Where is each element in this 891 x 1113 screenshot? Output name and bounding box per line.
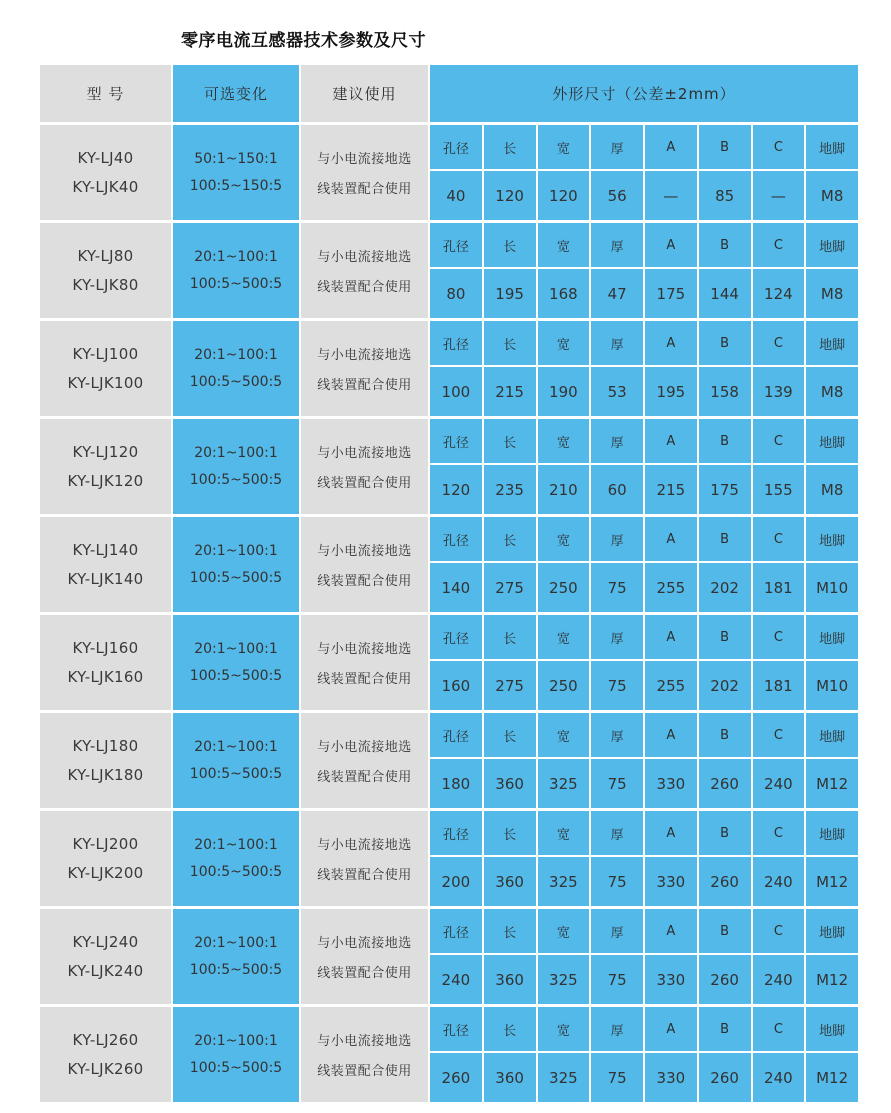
dim-value-a: 195 (645, 367, 697, 416)
dim-value-c: 240 (753, 857, 805, 906)
model-cell (40, 713, 171, 808)
dim-header-length: 长 (484, 1007, 536, 1051)
dim-header-thickness: 厚 (591, 713, 643, 757)
table-row-group (40, 223, 858, 318)
dim-value-foot: M12 (806, 955, 858, 1004)
dim-header-a: A (645, 909, 697, 953)
model-primary: KY-LJ200 (72, 835, 139, 853)
dim-header-hole: 孔径 (430, 713, 482, 757)
dim-header-length: 长 (484, 419, 536, 463)
dim-header-c: C (753, 517, 805, 561)
dim-value-length: 275 (484, 661, 536, 710)
model-primary: KY-LJ160 (72, 639, 139, 657)
model-secondary: KY-LJK40 (72, 178, 139, 196)
dim-header-width: 宽 (538, 713, 590, 757)
dim-value-foot: M12 (806, 1053, 858, 1102)
dim-header-hole: 孔径 (430, 517, 482, 561)
dim-header-c: C (753, 419, 805, 463)
ratio-cell (173, 1007, 299, 1102)
dim-value-a: 255 (645, 661, 697, 710)
ratio-secondary: 100:5~500:5 (189, 276, 283, 292)
dim-value-c: 240 (753, 955, 805, 1004)
dim-header-foot: 地脚 (806, 223, 858, 267)
ratio-cell (173, 125, 299, 220)
dim-value-c: 240 (753, 759, 805, 808)
usage-line-1: 与小电流接地选 (317, 740, 412, 755)
dim-header-width: 宽 (538, 321, 590, 365)
model-primary: KY-LJ120 (72, 443, 139, 461)
dim-header-c: C (753, 615, 805, 659)
dim-header-width: 宽 (538, 909, 590, 953)
dim-value-a: 330 (645, 857, 697, 906)
dim-value-a: 330 (645, 759, 697, 808)
usage-line-1: 与小电流接地选 (317, 152, 412, 167)
dim-value-thickness: 75 (591, 857, 643, 906)
dim-value-a: 175 (645, 269, 697, 318)
ratio-secondary: 100:5~500:5 (189, 864, 283, 880)
dim-header-a: A (645, 811, 697, 855)
dim-value-b: 202 (699, 563, 751, 612)
dim-value-length: 235 (484, 465, 536, 514)
model-secondary: KY-LJK140 (67, 570, 144, 588)
ratio-secondary: 100:5~500:5 (189, 472, 283, 488)
dim-header-c: C (753, 223, 805, 267)
usage-cell (301, 517, 428, 612)
usage-line-1: 与小电流接地选 (317, 446, 412, 461)
usage-line-1: 与小电流接地选 (317, 348, 412, 363)
model-primary: KY-LJ260 (72, 1031, 139, 1049)
ratio-primary: 20:1~100:1 (194, 543, 278, 559)
ratio-cell (173, 615, 299, 710)
ratio-secondary: 100:5~500:5 (189, 962, 283, 978)
dim-header-foot: 地脚 (806, 811, 858, 855)
dim-header-foot: 地脚 (806, 615, 858, 659)
dim-value-a: 330 (645, 1053, 697, 1102)
dim-value-c: 155 (753, 465, 805, 514)
usage-cell (301, 713, 428, 808)
dim-value-width: 190 (538, 367, 590, 416)
ratio-secondary: 100:5~500:5 (189, 1060, 283, 1076)
ratio-primary: 20:1~100:1 (194, 837, 278, 853)
dim-header-c: C (753, 909, 805, 953)
model-secondary: KY-LJK120 (67, 472, 144, 490)
dim-value-width: 250 (538, 563, 590, 612)
dim-value-a: 255 (645, 563, 697, 612)
usage-line-1: 与小电流接地选 (317, 250, 412, 265)
model-cell (40, 615, 171, 710)
model-secondary: KY-LJK200 (67, 864, 144, 882)
dim-value-length: 120 (484, 171, 536, 220)
dim-header-b: B (699, 321, 751, 365)
dim-header-foot: 地脚 (806, 1007, 858, 1051)
dim-value-thickness: 75 (591, 661, 643, 710)
table-row-group (40, 517, 858, 612)
model-primary: KY-LJ40 (77, 149, 134, 167)
dim-header-hole: 孔径 (430, 419, 482, 463)
usage-line-2: 线装置配合使用 (317, 672, 412, 687)
dim-header-a: A (645, 125, 697, 169)
ratio-cell (173, 811, 299, 906)
dim-value-thickness: 75 (591, 1053, 643, 1102)
table-row-group (40, 1007, 858, 1102)
ratio-primary: 20:1~100:1 (194, 249, 278, 265)
dim-header-a: A (645, 615, 697, 659)
dim-value-length: 360 (484, 857, 536, 906)
dim-header-thickness: 厚 (591, 125, 643, 169)
usage-line-1: 与小电流接地选 (317, 1034, 412, 1049)
dim-value-foot: M8 (806, 367, 858, 416)
dim-header-hole: 孔径 (430, 811, 482, 855)
dim-header-b: B (699, 125, 751, 169)
dim-value-hole: 200 (430, 857, 482, 906)
dim-value-length: 215 (484, 367, 536, 416)
dim-header-width: 宽 (538, 615, 590, 659)
dim-value-width: 325 (538, 955, 590, 1004)
usage-line-2: 线装置配合使用 (317, 770, 412, 785)
dim-header-thickness: 厚 (591, 1007, 643, 1051)
table-row-group (40, 811, 858, 906)
usage-line-2: 线装置配合使用 (317, 966, 412, 981)
dim-header-hole: 孔径 (430, 223, 482, 267)
table-row-group (40, 615, 858, 710)
dim-header-a: A (645, 517, 697, 561)
dim-header-width: 宽 (538, 419, 590, 463)
dim-value-hole: 40 (430, 171, 482, 220)
dim-value-width: 210 (538, 465, 590, 514)
dim-header-hole: 孔径 (430, 615, 482, 659)
dim-value-c: 181 (753, 563, 805, 612)
dim-header-a: A (645, 321, 697, 365)
dim-header-a: A (645, 223, 697, 267)
ratio-secondary: 100:5~500:5 (189, 374, 283, 390)
dim-header-b: B (699, 909, 751, 953)
dim-value-thickness: 75 (591, 759, 643, 808)
dim-header-width: 宽 (538, 811, 590, 855)
ratio-primary: 20:1~100:1 (194, 739, 278, 755)
model-primary: KY-LJ240 (72, 933, 139, 951)
model-cell (40, 419, 171, 514)
model-secondary: KY-LJK240 (67, 962, 144, 980)
dim-header-width: 宽 (538, 125, 590, 169)
dim-value-foot: M8 (806, 269, 858, 318)
dim-header-width: 宽 (538, 223, 590, 267)
model-primary: KY-LJ140 (72, 541, 139, 559)
dim-header-width: 宽 (538, 517, 590, 561)
dim-value-b: 260 (699, 759, 751, 808)
ratio-cell (173, 419, 299, 514)
dim-value-length: 360 (484, 1053, 536, 1102)
dim-value-width: 325 (538, 759, 590, 808)
ratio-cell (173, 713, 299, 808)
dim-value-width: 250 (538, 661, 590, 710)
dim-header-b: B (699, 713, 751, 757)
usage-line-1: 与小电流接地选 (317, 642, 412, 657)
model-cell (40, 517, 171, 612)
dim-header-foot: 地脚 (806, 419, 858, 463)
table-header-row (40, 65, 858, 122)
usage-cell (301, 223, 428, 318)
dim-header-thickness: 厚 (591, 811, 643, 855)
model-primary: KY-LJ180 (72, 737, 139, 755)
ratio-secondary: 100:5~150:5 (189, 178, 283, 194)
dim-value-width: 120 (538, 171, 590, 220)
dim-header-foot: 地脚 (806, 125, 858, 169)
dim-header-length: 长 (484, 615, 536, 659)
usage-cell (301, 419, 428, 514)
dim-value-hole: 160 (430, 661, 482, 710)
table-row-group (40, 713, 858, 808)
dim-value-width: 325 (538, 1053, 590, 1102)
ratio-primary: 20:1~100:1 (194, 1033, 278, 1049)
ratio-primary: 50:1~150:1 (194, 151, 278, 167)
table-row-group (40, 125, 858, 220)
dim-header-b: B (699, 517, 751, 561)
dim-header-thickness: 厚 (591, 223, 643, 267)
dim-value-c: 240 (753, 1053, 805, 1102)
dim-header-length: 长 (484, 909, 536, 953)
dim-header-c: C (753, 713, 805, 757)
dim-header-thickness: 厚 (591, 321, 643, 365)
dim-value-hole: 140 (430, 563, 482, 612)
model-cell (40, 321, 171, 416)
dim-header-thickness: 厚 (591, 517, 643, 561)
usage-cell (301, 615, 428, 710)
dim-value-length: 360 (484, 955, 536, 1004)
dim-value-width: 325 (538, 857, 590, 906)
dim-header-length: 长 (484, 713, 536, 757)
usage-cell (301, 321, 428, 416)
usage-line-2: 线装置配合使用 (317, 574, 412, 589)
ratio-cell (173, 517, 299, 612)
dim-header-foot: 地脚 (806, 713, 858, 757)
ratio-cell (173, 321, 299, 416)
dim-header-b: B (699, 223, 751, 267)
model-primary: KY-LJ100 (72, 345, 139, 363)
table-row-group (40, 321, 858, 416)
column-header-model: 型 号 (40, 65, 171, 122)
usage-line-2: 线装置配合使用 (317, 1064, 412, 1079)
dim-value-thickness: 75 (591, 563, 643, 612)
dim-header-c: C (753, 1007, 805, 1051)
dim-value-c: — (753, 171, 805, 220)
dim-header-length: 长 (484, 223, 536, 267)
dim-value-b: 202 (699, 661, 751, 710)
usage-cell (301, 909, 428, 1004)
model-secondary: KY-LJK260 (67, 1060, 144, 1078)
dim-value-a: — (645, 171, 697, 220)
dim-header-c: C (753, 811, 805, 855)
dim-header-length: 长 (484, 811, 536, 855)
spec-table (40, 65, 858, 1102)
dim-header-length: 长 (484, 125, 536, 169)
ratio-secondary: 100:5~500:5 (189, 766, 283, 782)
dim-value-thickness: 60 (591, 465, 643, 514)
dim-value-b: 260 (699, 955, 751, 1004)
dim-header-width: 宽 (538, 1007, 590, 1051)
dim-value-c: 139 (753, 367, 805, 416)
ratio-primary: 20:1~100:1 (194, 641, 278, 657)
dim-value-thickness: 75 (591, 955, 643, 1004)
dim-value-width: 168 (538, 269, 590, 318)
model-cell (40, 909, 171, 1004)
dim-value-hole: 120 (430, 465, 482, 514)
usage-line-2: 线装置配合使用 (317, 378, 412, 393)
usage-line-2: 线装置配合使用 (317, 476, 412, 491)
dim-header-hole: 孔径 (430, 909, 482, 953)
dim-value-b: 144 (699, 269, 751, 318)
table-row-group (40, 909, 858, 1004)
ratio-primary: 20:1~100:1 (194, 935, 278, 951)
dim-value-b: 260 (699, 857, 751, 906)
dim-value-foot: M12 (806, 857, 858, 906)
dim-header-thickness: 厚 (591, 615, 643, 659)
usage-line-2: 线装置配合使用 (317, 280, 412, 295)
model-secondary: KY-LJK180 (67, 766, 144, 784)
dim-header-foot: 地脚 (806, 517, 858, 561)
dim-value-length: 275 (484, 563, 536, 612)
model-cell (40, 1007, 171, 1102)
dim-header-b: B (699, 419, 751, 463)
dim-header-thickness: 厚 (591, 419, 643, 463)
dim-value-foot: M8 (806, 465, 858, 514)
table-row-group (40, 419, 858, 514)
dim-header-length: 长 (484, 321, 536, 365)
dim-value-foot: M12 (806, 759, 858, 808)
dim-header-a: A (645, 419, 697, 463)
dim-value-thickness: 47 (591, 269, 643, 318)
dim-header-foot: 地脚 (806, 321, 858, 365)
dim-header-hole: 孔径 (430, 1007, 482, 1051)
dim-header-c: C (753, 125, 805, 169)
dim-value-foot: M10 (806, 563, 858, 612)
ratio-secondary: 100:5~500:5 (189, 668, 283, 684)
dim-header-b: B (699, 1007, 751, 1051)
usage-line-2: 线装置配合使用 (317, 868, 412, 883)
dim-value-c: 181 (753, 661, 805, 710)
dim-header-length: 长 (484, 517, 536, 561)
dim-header-foot: 地脚 (806, 909, 858, 953)
dim-header-hole: 孔径 (430, 125, 482, 169)
ratio-cell (173, 223, 299, 318)
dim-value-c: 124 (753, 269, 805, 318)
ratio-cell (173, 909, 299, 1004)
model-secondary: KY-LJK80 (72, 276, 139, 294)
model-cell (40, 223, 171, 318)
dim-value-b: 175 (699, 465, 751, 514)
column-header-usage: 建议使用 (301, 65, 428, 122)
dim-value-a: 330 (645, 955, 697, 1004)
dim-header-b: B (699, 811, 751, 855)
dim-value-b: 260 (699, 1053, 751, 1102)
column-header-dimensions: 外形尺寸（公差±2mm） (430, 65, 858, 122)
usage-cell (301, 811, 428, 906)
table-body (40, 125, 858, 1102)
model-cell (40, 125, 171, 220)
model-cell (40, 811, 171, 906)
usage-cell (301, 1007, 428, 1102)
usage-line-1: 与小电流接地选 (317, 936, 412, 951)
ratio-primary: 20:1~100:1 (194, 347, 278, 363)
dim-value-b: 158 (699, 367, 751, 416)
dim-header-a: A (645, 1007, 697, 1051)
dim-value-b: 85 (699, 171, 751, 220)
dim-value-hole: 100 (430, 367, 482, 416)
page-title: 零序电流互感器技术参数及尺寸 (181, 31, 426, 51)
model-primary: KY-LJ80 (77, 247, 134, 265)
dim-header-b: B (699, 615, 751, 659)
dim-value-hole: 240 (430, 955, 482, 1004)
dim-value-foot: M10 (806, 661, 858, 710)
dim-value-hole: 80 (430, 269, 482, 318)
ratio-secondary: 100:5~500:5 (189, 570, 283, 586)
dim-value-hole: 260 (430, 1053, 482, 1102)
dim-header-c: C (753, 321, 805, 365)
dim-value-thickness: 53 (591, 367, 643, 416)
dim-value-length: 360 (484, 759, 536, 808)
dim-header-a: A (645, 713, 697, 757)
dim-value-hole: 180 (430, 759, 482, 808)
model-secondary: KY-LJK100 (67, 374, 144, 392)
column-header-ratio: 可选变化 (173, 65, 299, 122)
dim-header-thickness: 厚 (591, 909, 643, 953)
dim-header-hole: 孔径 (430, 321, 482, 365)
ratio-primary: 20:1~100:1 (194, 445, 278, 461)
dim-value-foot: M8 (806, 171, 858, 220)
usage-line-2: 线装置配合使用 (317, 182, 412, 197)
usage-cell (301, 125, 428, 220)
dim-value-length: 195 (484, 269, 536, 318)
usage-line-1: 与小电流接地选 (317, 544, 412, 559)
dim-value-a: 215 (645, 465, 697, 514)
usage-line-1: 与小电流接地选 (317, 838, 412, 853)
dim-value-thickness: 56 (591, 171, 643, 220)
model-secondary: KY-LJK160 (67, 668, 144, 686)
